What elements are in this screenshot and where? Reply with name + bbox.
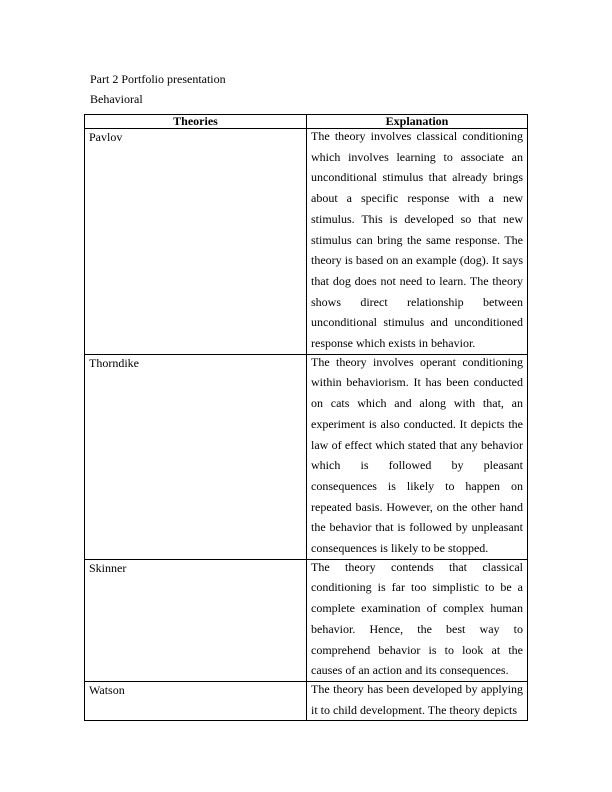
table-row <box>85 354 528 559</box>
theory-name: Pavlov <box>85 129 307 355</box>
table-row <box>85 129 528 355</box>
explanation-text: The theory involves classical conditioning which involves learning to associate an unconditional stimulus that already brings about a specific response with a new stimulus. This is developed so that new stimulus can bring the same response. The theory is based on an example (dog). It says that dog does not need to learn. The theory shows direct relationship between unconditional stimulus and unconditioned response which exists in behavior. <box>311 129 523 351</box>
document-heading: Part 2 Portfolio presentation <box>90 72 226 86</box>
theory-name: Thorndike <box>85 354 307 559</box>
table-row <box>85 559 528 681</box>
theory-name: Skinner <box>85 559 307 681</box>
header-explanation: Explanation <box>307 115 528 129</box>
section-title: Behavioral <box>90 92 143 106</box>
theories-table <box>84 114 528 721</box>
explanation-text: The theory involves operant conditioning within behaviorism. It has been conducted on cats which and along with that, an experiment is also conducted. It depicts the law of effect which stated that any behavior which is followed by pleasant consequences is likely to happen on repeated basis. However, on the other hand the behavior that is followed by unpleasant consequences is likely to be stopped. <box>311 354 523 556</box>
theory-explanation <box>307 681 528 720</box>
explanation-text: The theory contends that classical conditioning is far too simplistic to be a complete examination of complex human behavior. Hence, the best way to comprehend behavior is to look at the causes of an action and its consequences. <box>311 559 523 678</box>
explanation-text: The theory has been developed by applying it to child development. The theory depicts <box>311 681 523 717</box>
theory-explanation <box>307 129 528 355</box>
theory-name: Watson <box>85 681 307 720</box>
header-theories: Theories <box>85 115 307 129</box>
table-row <box>85 681 528 720</box>
theory-explanation <box>307 354 528 559</box>
theory-explanation <box>307 559 528 681</box>
